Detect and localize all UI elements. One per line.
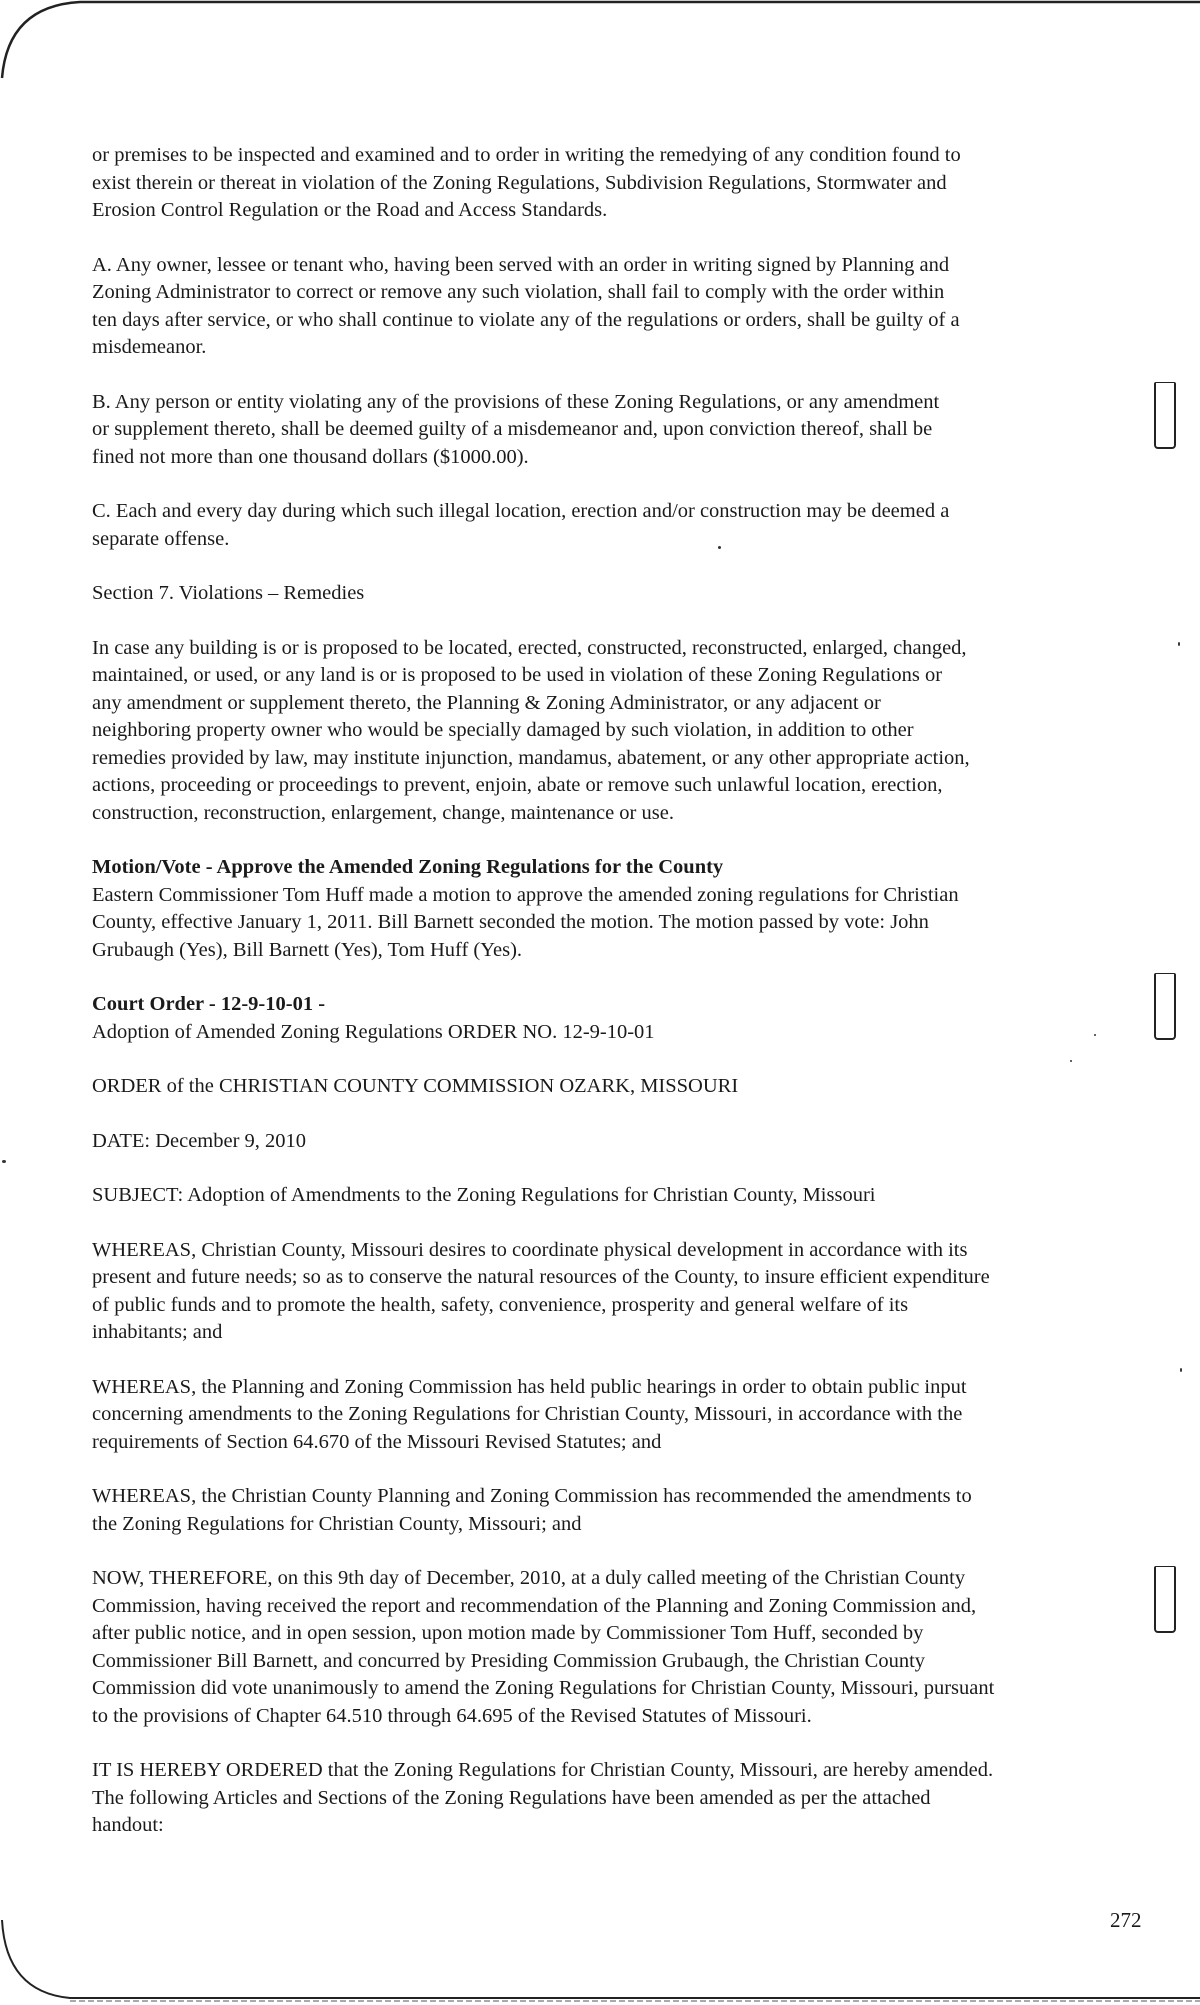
scan-speck bbox=[1070, 1060, 1072, 1062]
whereas-development: WHEREAS, Christian County, Missouri desires to coordinate physical development in accordance with its present and future needs; so as to conserve the natural resources of the County, to insure efficient expenditure of public funds and to promote the health, safety, convenience, prosperity and general welfare of its inhabitants; and bbox=[92, 1238, 990, 1343]
now-therefore: NOW, THEREFORE, on this 9th day of December, 2010, at a duly called meeting of the Christian County Commission, having received the report and recommendation of the Planning and Zoning Commission and, after public notice, and in open session, upon motion made by Commissioner Tom Huff, seconded by Commissioner Bill Barnett, and concurred by Presiding Commission Grubaugh, the Christian County Commission did vote unanimously to amend the Zoning Regulations for Christian County, Missouri, pursuant to the provisions of Chapter 64.510 through 64.695 of the Revised Statutes of Missouri. bbox=[92, 1567, 995, 1727]
order-subject: SUBJECT: Adoption of Amendments to the Zoning Regulations for Christian County, Missouri bbox=[92, 1184, 876, 1206]
paragraph-b: B. Any person or entity violating any of the provisions of these Zoning Regulations, or any amendment or supplement thereto, shall be deemed guilty of a misdemeanor and, upon conviction thereof, shall be fined not more than one thousand dollars ($1000.00). bbox=[92, 390, 940, 468]
court-order-heading: Court Order - 12-9-10-01 - bbox=[92, 993, 326, 1015]
scan-speck bbox=[1180, 1368, 1182, 1372]
document-body bbox=[92, 142, 1142, 1867]
paragraph-a: A. Any owner, lessee or tenant who, having been served with an order in writing signed by Planning and Zoning Administrator to correct or remove any such violation, shall fail to comply with the order within ten days after service, or who shall continue to violate any of the regulations or orders, shall be guilty of a misdemeanor. bbox=[92, 253, 960, 358]
page-number: 272 bbox=[1110, 1908, 1142, 1932]
motion-heading: Motion/Vote - Approve the Amended Zoning Regulations for the County bbox=[92, 856, 724, 878]
court-order-block bbox=[92, 991, 1142, 1046]
scan-speck bbox=[2, 1160, 6, 1163]
court-order-body: Adoption of Amended Zoning Regulations ORDER NO. 12-9-10-01 bbox=[92, 1020, 655, 1043]
section-7-heading: Section 7. Violations – Remedies bbox=[92, 582, 365, 604]
scan-speck bbox=[1178, 642, 1180, 646]
paragraph-remedies: In case any building is or is proposed to be located, erected, constructed, reconstructed, enlarged, changed, maintained, or used, or any land is or is proposed to be used in violation of these Zoning Regulations or any amendment or supplement thereto, the Planning & Zoning Administrator, or any adjacent or neighboring property owner who would be specially damaged by such violation, in addition to other remedies provided by law, may institute injunction, mandamus, abatement, or any other appropriate action, actions, proceeding or proceedings to prevent, enjoin, abate or remove such unlawful location, erection, construction, reconstruction, enlargement, change, maintenance or use. bbox=[92, 636, 970, 824]
paragraph-inspection: or premises to be inspected and examined and to order in writing the remedying of any condition found to exist therein or thereat in violation of the Zoning Regulations, Subdivision Regulations, Stormwater and Erosion Control Regulation or the Road and Access Standards. bbox=[92, 144, 961, 221]
whereas-recommended: WHEREAS, the Christian County Planning and Zoning Commission has recommended the amendments to the Zoning Regulations for Christian County, Missouri; and bbox=[92, 1485, 972, 1535]
order-date: DATE: December 9, 2010 bbox=[92, 1129, 307, 1152]
scan-speck bbox=[718, 546, 721, 549]
scan-speck bbox=[1094, 1034, 1096, 1036]
order-title: ORDER of the CHRISTIAN COUNTY COMMISSION OZARK, MISSOURI bbox=[92, 1075, 739, 1097]
margin-tab-mark bbox=[1154, 382, 1176, 449]
whereas-hearings: WHEREAS, the Planning and Zoning Commission has held public hearings in order to obtain public input concerning amendments to the Zoning Regulations for Christian County, Missouri, in accordance with the requirements of Section 64.670 of the Missouri Revised Statutes; and bbox=[92, 1375, 967, 1453]
it-is-hereby-ordered: IT IS HEREBY ORDERED that the Zoning Regulations for Christian County, Missouri, are hereby amended. The following Articles and Sections of the Zoning Regulations have been amended as per the attached handout: bbox=[92, 1759, 994, 1836]
motion-block bbox=[92, 854, 1142, 964]
paragraph-c: C. Each and every day during which such illegal location, erection and/or construction may be deemed a separate offense. bbox=[92, 500, 950, 550]
margin-tab-mark bbox=[1154, 1566, 1176, 1633]
margin-tab-mark bbox=[1154, 973, 1176, 1040]
motion-body: Eastern Commissioner Tom Huff made a motion to approve the amended zoning regulations for Christian County, effective January 1, 2011. Bill Barnett seconded the motion. The motion passed by vote: John Grubaugh (Yes), Bill Barnett (Yes), Tom Huff (Yes). bbox=[92, 883, 959, 961]
